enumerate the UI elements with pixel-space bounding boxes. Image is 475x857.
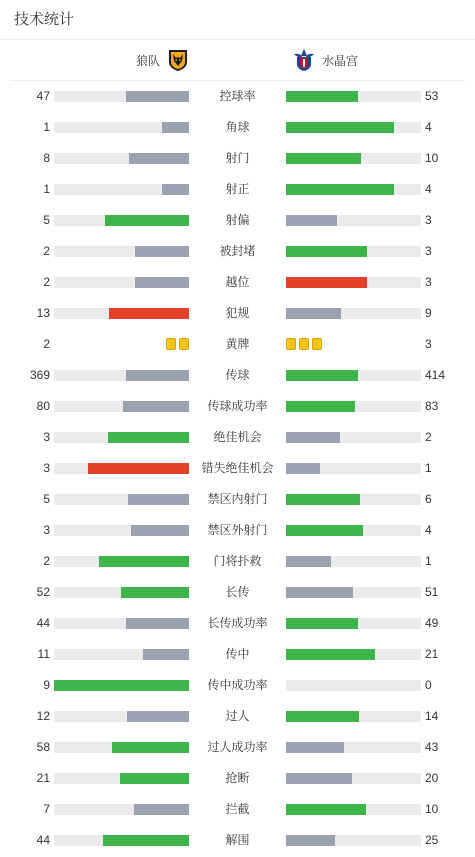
away-stat-value: 4: [425, 523, 432, 537]
home-stat-bar-fill: [128, 494, 189, 505]
home-stat-bar-fill: [135, 277, 189, 288]
away-stat-bar-track: [286, 463, 421, 474]
home-stat-bar-track: [54, 835, 189, 846]
yellow-card-icon: [179, 338, 189, 350]
home-stat-bar-fill: [135, 246, 189, 257]
home-team[interactable]: [10, 48, 190, 72]
away-team-name: 水晶宫: [322, 53, 359, 68]
home-stat-value: 7: [43, 802, 50, 816]
away-stat-value: 83: [425, 399, 439, 413]
home-stat-value: 2: [43, 337, 50, 351]
away-stat-value: 4: [425, 120, 432, 134]
home-stat-bar-fill: [103, 835, 189, 846]
away-stat-value: 414: [425, 368, 446, 382]
yellow-card-icon: [166, 338, 176, 350]
home-stat-bar-fill: [121, 587, 189, 598]
away-stat-value: 20: [425, 771, 439, 785]
stat-label: 抢断: [225, 771, 250, 785]
home-stat-value: 369: [29, 368, 50, 382]
away-stat-bar-track: [286, 432, 421, 443]
home-stat-value: 2: [43, 554, 50, 568]
stat-label: 长传: [225, 585, 250, 599]
stat-label: 射门: [225, 151, 250, 165]
stat-row: [0, 205, 475, 236]
away-stat-value: 9: [425, 306, 432, 320]
stat-label: 绝佳机会: [213, 430, 262, 444]
away-stat-bar-fill: [286, 742, 344, 753]
stat-row: [0, 670, 475, 701]
away-stat-bar-fill: [286, 370, 358, 381]
stat-row: [0, 143, 475, 174]
stat-row: [0, 329, 475, 360]
home-stat-bar-fill: [54, 680, 189, 691]
home-stat-bar-fill: [126, 370, 189, 381]
stat-row: [0, 391, 475, 422]
home-stat-bar-track: [54, 649, 189, 660]
away-stat-bar-fill: [286, 525, 363, 536]
stat-label: 越位: [225, 275, 250, 289]
away-stat-bar-track: [286, 184, 421, 195]
away-stat-bar-fill: [286, 711, 359, 722]
yellow-card-icon: [286, 338, 296, 350]
stat-label: 犯规: [225, 306, 250, 320]
away-stat-value: 2: [425, 430, 432, 444]
away-stat-bar-track: [286, 153, 421, 164]
home-stat-value: 1: [43, 120, 50, 134]
home-stat-bar-fill: [88, 463, 189, 474]
stat-row: [0, 360, 475, 391]
stat-row: [0, 608, 475, 639]
away-stat-bar-fill: [286, 277, 367, 288]
stat-row: [0, 236, 475, 267]
page-title: 技术统计: [0, 0, 475, 40]
home-stat-bar-fill: [134, 804, 189, 815]
stat-row: [0, 546, 475, 577]
home-stat-bar-fill: [162, 122, 189, 133]
stat-row: [0, 112, 475, 143]
home-stat-bar-track: [54, 463, 189, 474]
home-stat-bar-track: [54, 773, 189, 784]
home-stat-bar-track: [54, 122, 189, 133]
stat-label: 控球率: [219, 89, 256, 103]
stat-row: [0, 174, 475, 205]
home-stat-value: 2: [43, 244, 50, 258]
away-stat-bar-track: [286, 711, 421, 722]
home-stat-bar-track: [54, 432, 189, 443]
home-yellow-cards: [166, 338, 189, 350]
away-stat-value: 4: [425, 182, 432, 196]
away-stat-bar-track: [286, 246, 421, 257]
home-stat-bar-fill: [120, 773, 189, 784]
home-stat-bar-fill: [105, 215, 189, 226]
away-stat-value: 10: [425, 151, 439, 165]
home-stat-bar-fill: [127, 711, 189, 722]
away-stat-bar-fill: [286, 773, 352, 784]
away-stat-bar-track: [286, 618, 421, 629]
home-team-name: 狼队: [135, 53, 160, 68]
home-stat-bar-fill: [129, 153, 189, 164]
stat-label: 传中成功率: [207, 678, 268, 692]
home-stat-value: 1: [43, 182, 50, 196]
stat-row: [0, 794, 475, 825]
away-stat-bar-track: [286, 494, 421, 505]
home-stat-value: 2: [43, 275, 50, 289]
home-stat-bar-track: [54, 494, 189, 505]
stat-row: [0, 732, 475, 763]
stat-label: 过人成功率: [207, 740, 268, 754]
away-stat-bar-track: [286, 525, 421, 536]
home-stat-value: 3: [43, 523, 50, 537]
home-stat-bar-track: [54, 618, 189, 629]
away-stat-bar-fill: [286, 649, 375, 660]
home-stat-bar-track: [54, 215, 189, 226]
home-stat-bar-fill: [112, 742, 189, 753]
home-stat-bar-track: [54, 680, 189, 691]
away-stat-bar-fill: [286, 618, 358, 629]
away-stat-bar-fill: [286, 432, 340, 443]
away-stat-bar-track: [286, 401, 421, 412]
home-stat-bar-track: [54, 246, 189, 257]
away-stat-bar-fill: [286, 587, 353, 598]
away-stat-value: 3: [425, 337, 432, 351]
away-stat-value: 43: [425, 740, 439, 754]
stat-label: 错失绝佳机会: [201, 461, 274, 475]
away-stat-value: 1: [425, 461, 432, 475]
away-stat-bar-track: [286, 556, 421, 567]
stat-row: [0, 298, 475, 329]
home-stat-bar-track: [54, 401, 189, 412]
away-stat-bar-track: [286, 277, 421, 288]
stat-label: 射偏: [225, 213, 250, 227]
yellow-card-icon: [299, 338, 309, 350]
away-stat-bar-fill: [286, 122, 394, 133]
away-stat-bar-fill: [286, 835, 335, 846]
home-stat-value: 80: [36, 399, 50, 413]
away-yellow-cards: [286, 338, 322, 350]
away-stat-value: 51: [425, 585, 439, 599]
home-stat-bar-track: [54, 153, 189, 164]
yellow-card-icon: [312, 338, 322, 350]
home-stat-bar-fill: [131, 525, 189, 536]
away-stat-bar-track: [286, 835, 421, 846]
away-stat-bar-fill: [286, 308, 341, 319]
away-stat-bar-fill: [286, 153, 361, 164]
home-stat-value: 5: [43, 213, 50, 227]
home-stat-bar-track: [54, 742, 189, 753]
away-stat-value: 1: [425, 554, 432, 568]
away-stat-value: 21: [425, 647, 439, 661]
away-stat-value: 53: [425, 89, 439, 103]
stat-label: 黄牌: [225, 337, 250, 351]
home-stat-value: 44: [36, 833, 50, 847]
stat-row: [0, 701, 475, 732]
away-stat-value: 25: [425, 833, 439, 847]
home-stat-value: 3: [43, 461, 50, 475]
away-stat-bar-fill: [286, 91, 358, 102]
away-stat-bar-track: [286, 773, 421, 784]
stat-row: [0, 515, 475, 546]
away-stat-bar-track: [286, 308, 421, 319]
home-stat-value: 11: [37, 647, 50, 661]
home-stat-value: 58: [36, 740, 50, 754]
home-stat-value: 44: [36, 616, 50, 630]
stat-row: [0, 825, 475, 856]
away-team[interactable]: [292, 48, 358, 72]
stat-label: 传中: [225, 647, 250, 661]
home-stat-bar-track: [54, 587, 189, 598]
away-stat-value: 14: [425, 709, 439, 723]
eagle-logo-icon: [292, 48, 316, 72]
away-stat-value: 3: [425, 213, 432, 227]
stat-row: [0, 81, 475, 112]
away-stat-bar-track: [286, 122, 421, 133]
home-stat-bar-track: [54, 91, 189, 102]
stat-row: [0, 453, 475, 484]
home-stat-bar-track: [54, 277, 189, 288]
away-stat-bar-track: [286, 649, 421, 660]
home-stat-value: 3: [43, 430, 50, 444]
stat-label: 门将扑救: [213, 554, 262, 568]
away-stat-bar-track: [286, 215, 421, 226]
home-stat-bar-track: [54, 370, 189, 381]
away-stat-value: 3: [425, 244, 432, 258]
away-stat-bar-track: [286, 370, 421, 381]
home-stat-bar-fill: [99, 556, 189, 567]
away-stat-bar-fill: [286, 246, 367, 257]
away-stat-value: 3: [425, 275, 432, 289]
stat-label: 被封堵: [219, 244, 256, 258]
away-stat-bar-fill: [286, 556, 331, 567]
away-stat-bar-fill: [286, 401, 355, 412]
home-stat-bar-fill: [143, 649, 189, 660]
home-stat-bar-fill: [123, 401, 189, 412]
away-stat-value: 49: [425, 616, 439, 630]
home-stat-bar-track: [54, 308, 189, 319]
stat-row: [0, 763, 475, 794]
home-stat-bar-fill: [126, 618, 189, 629]
teams-header: [10, 40, 465, 81]
home-stat-bar-track: [54, 184, 189, 195]
home-stat-bar-fill: [162, 184, 189, 195]
stat-label: 拦截: [225, 802, 250, 816]
stat-row: [0, 484, 475, 515]
stat-label: 传球成功率: [207, 399, 268, 413]
home-stat-bar-fill: [126, 91, 189, 102]
home-stat-bar-track: [54, 804, 189, 815]
home-stat-value: 8: [43, 151, 50, 165]
away-stat-bar-fill: [286, 184, 394, 195]
away-stat-bar-track: [286, 804, 421, 815]
stat-row: [0, 422, 475, 453]
wolf-logo-icon: [166, 48, 190, 72]
stat-label: 射正: [225, 182, 250, 196]
away-stat-bar-fill: [286, 804, 366, 815]
home-stat-value: 52: [36, 585, 50, 599]
away-stat-bar-fill: [286, 494, 360, 505]
stat-label: 过人: [225, 709, 250, 723]
stat-label: 禁区内射门: [207, 492, 268, 506]
stat-label: 传球: [225, 368, 250, 382]
away-stat-bar-track: [286, 587, 421, 598]
stat-row: [0, 577, 475, 608]
stat-label: 角球: [225, 120, 250, 134]
home-stat-value: 47: [36, 89, 50, 103]
away-stat-value: 0: [425, 678, 432, 692]
away-stat-value: 6: [425, 492, 432, 506]
stat-label: 解围: [225, 833, 250, 847]
home-stat-value: 12: [36, 709, 50, 723]
home-stat-value: 9: [43, 678, 50, 692]
home-stat-bar-fill: [108, 432, 189, 443]
away-stat-bar-track: [286, 742, 421, 753]
home-stat-value: 21: [36, 771, 50, 785]
home-stat-value: 5: [43, 492, 50, 506]
home-stat-bar-fill: [109, 308, 189, 319]
home-stat-bar-track: [54, 556, 189, 567]
stat-label: 禁区外射门: [207, 523, 268, 537]
home-stat-bar-track: [54, 711, 189, 722]
away-stat-value: 10: [425, 802, 439, 816]
away-stat-bar-track: [286, 680, 421, 691]
away-stat-bar-track: [286, 91, 421, 102]
away-stat-bar-fill: [286, 215, 337, 226]
stat-row: [0, 639, 475, 670]
home-stat-value: 13: [36, 306, 50, 320]
away-stat-bar-fill: [286, 463, 320, 474]
stat-label: 长传成功率: [207, 616, 268, 630]
home-stat-bar-track: [54, 525, 189, 536]
stat-row: [0, 267, 475, 298]
